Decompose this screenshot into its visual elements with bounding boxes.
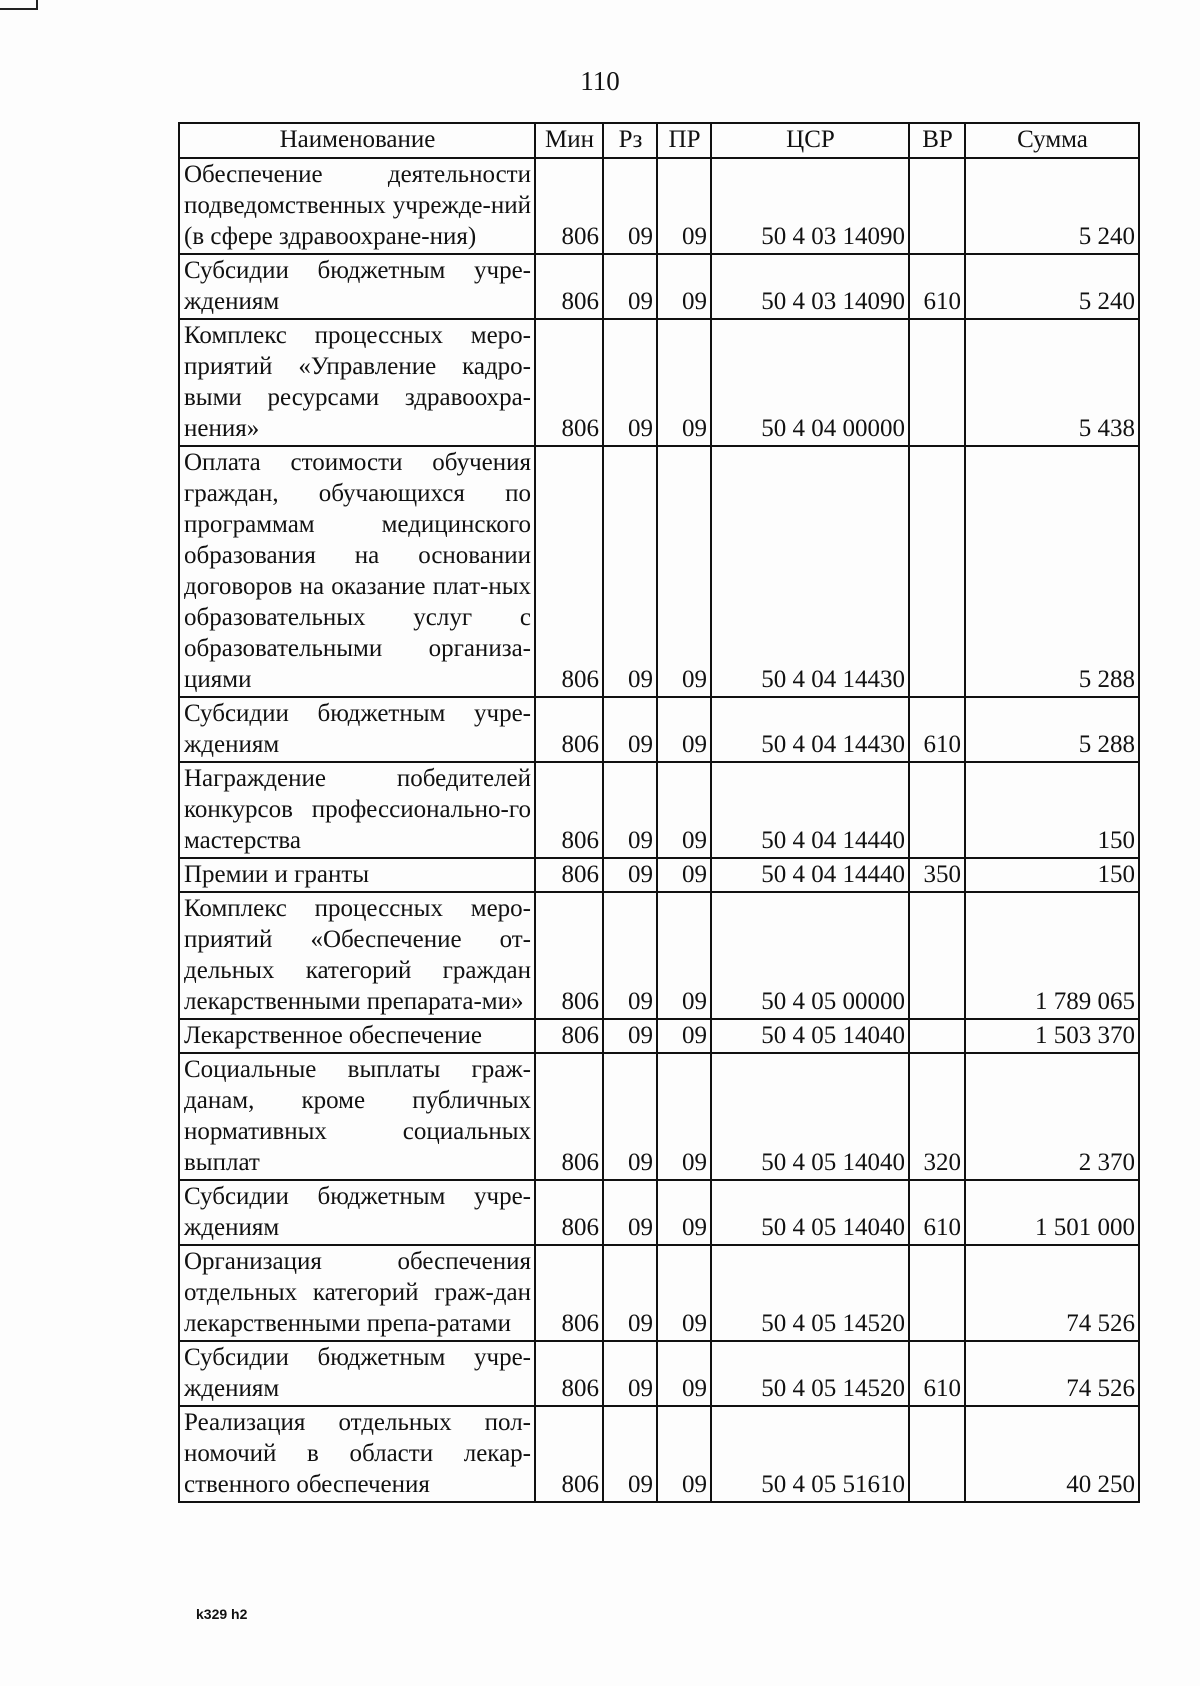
cell-min: 806 [535,762,603,858]
cell-sum: 40 250 [965,1406,1139,1502]
table-row [179,697,1139,762]
header-name: Наименование [179,123,535,158]
cell-csr: 50 4 05 14040 [711,1019,909,1053]
table-row [179,1245,1139,1341]
footer-code: k329 h2 [196,1606,248,1622]
cell-sum: 5 438 [965,319,1139,446]
cell-csr: 50 4 04 14430 [711,446,909,697]
cell-name: Обеспечение деятельности подведомственных учрежде-ний (в сфере здравоохране-ния) [179,158,535,254]
cell-csr: 50 4 03 14090 [711,254,909,319]
cell-min: 806 [535,1180,603,1245]
header-csr: ЦСР [711,123,909,158]
table-row [179,1341,1139,1406]
cell-name: Организация обеспечения отдельных категорий граж-дан лекарственными препа-ратами [179,1245,535,1341]
header-min: Мин [535,123,603,158]
cell-name: Субсидии бюджетным учре-ждениям [179,697,535,762]
cell-sum: 1 501 000 [965,1180,1139,1245]
scan-corner-mark [0,0,38,10]
table-row [179,1406,1139,1502]
cell-sum: 5 288 [965,446,1139,697]
cell-pr: 09 [657,1019,711,1053]
cell-rz: 09 [603,1245,657,1341]
cell-sum: 74 526 [965,1245,1139,1341]
cell-name: Субсидии бюджетным учре-ждениям [179,1180,535,1245]
cell-vr [909,762,965,858]
cell-sum: 5 240 [965,158,1139,254]
cell-rz: 09 [603,1053,657,1180]
cell-name: Комплекс процессных меро-приятий «Обеспечение от-дельных категорий граждан лекарственными препарата-ми» [179,892,535,1019]
page-number: 110 [580,66,620,96]
cell-name: Лекарственное обеспечение [179,1019,535,1053]
cell-vr: 610 [909,697,965,762]
cell-csr: 50 4 05 00000 [711,892,909,1019]
cell-name: Реализация отдельных пол-номочий в области лекар-ственного обеспечения [179,1406,535,1502]
cell-name: Субсидии бюджетным учре-ждениям [179,1341,535,1406]
cell-csr: 50 4 05 14040 [711,1180,909,1245]
budget-table [178,122,1140,1503]
cell-csr: 50 4 04 14440 [711,762,909,858]
cell-sum: 5 240 [965,254,1139,319]
table-row [179,254,1139,319]
cell-sum: 150 [965,858,1139,892]
cell-pr: 09 [657,319,711,446]
cell-vr: 610 [909,254,965,319]
table-header-row [179,123,1139,158]
cell-pr: 09 [657,1406,711,1502]
cell-rz: 09 [603,319,657,446]
cell-vr: 350 [909,858,965,892]
header-pr: ПР [657,123,711,158]
table-row [179,319,1139,446]
cell-min: 806 [535,1406,603,1502]
table-row [179,1019,1139,1053]
cell-vr: 320 [909,1053,965,1180]
cell-csr: 50 4 05 51610 [711,1406,909,1502]
header-vr: ВР [909,123,965,158]
cell-min: 806 [535,254,603,319]
table-row [179,158,1139,254]
cell-sum: 1 789 065 [965,892,1139,1019]
table-body [179,158,1139,1502]
cell-csr: 50 4 04 14440 [711,858,909,892]
cell-sum: 74 526 [965,1341,1139,1406]
cell-pr: 09 [657,1053,711,1180]
cell-pr: 09 [657,254,711,319]
cell-rz: 09 [603,1406,657,1502]
cell-pr: 09 [657,697,711,762]
table-row [179,892,1139,1019]
cell-sum: 5 288 [965,697,1139,762]
cell-vr [909,892,965,1019]
cell-vr [909,1245,965,1341]
cell-min: 806 [535,446,603,697]
cell-rz: 09 [603,762,657,858]
cell-vr [909,446,965,697]
cell-rz: 09 [603,254,657,319]
cell-min: 806 [535,1053,603,1180]
cell-vr [909,158,965,254]
cell-pr: 09 [657,1341,711,1406]
table-row [179,1053,1139,1180]
cell-vr [909,1406,965,1502]
cell-rz: 09 [603,158,657,254]
cell-sum: 150 [965,762,1139,858]
cell-min: 806 [535,319,603,446]
cell-pr: 09 [657,892,711,1019]
cell-name: Премии и гранты [179,858,535,892]
cell-rz: 09 [603,858,657,892]
cell-min: 806 [535,158,603,254]
cell-name: Награждение победителей конкурсов профессионально-го мастерства [179,762,535,858]
cell-min: 806 [535,1341,603,1406]
cell-csr: 50 4 04 00000 [711,319,909,446]
table-row [179,858,1139,892]
cell-rz: 09 [603,892,657,1019]
cell-rz: 09 [603,1019,657,1053]
cell-vr: 610 [909,1180,965,1245]
header-sum: Сумма [965,123,1139,158]
cell-min: 806 [535,858,603,892]
cell-pr: 09 [657,858,711,892]
cell-rz: 09 [603,446,657,697]
cell-name: Комплекс процессных меро-приятий «Управление кадро-выми ресурсами здравоохра-нения» [179,319,535,446]
cell-rz: 09 [603,1341,657,1406]
cell-csr: 50 4 03 14090 [711,158,909,254]
cell-sum: 2 370 [965,1053,1139,1180]
cell-csr: 50 4 04 14430 [711,697,909,762]
cell-min: 806 [535,697,603,762]
cell-name: Оплата стоимости обучения граждан, обучающихся по программам медицинского образования на основании договоров на оказание плат-ных образовательных услуг с образовательными организа-циями [179,446,535,697]
cell-vr: 610 [909,1341,965,1406]
cell-csr: 50 4 05 14520 [711,1341,909,1406]
cell-csr: 50 4 05 14040 [711,1053,909,1180]
table-row [179,446,1139,697]
cell-csr: 50 4 05 14520 [711,1245,909,1341]
cell-pr: 09 [657,1180,711,1245]
cell-sum: 1 503 370 [965,1019,1139,1053]
cell-pr: 09 [657,158,711,254]
cell-rz: 09 [603,1180,657,1245]
cell-name: Субсидии бюджетным учре-ждениям [179,254,535,319]
cell-vr [909,1019,965,1053]
cell-min: 806 [535,1019,603,1053]
cell-min: 806 [535,892,603,1019]
cell-vr [909,319,965,446]
cell-pr: 09 [657,446,711,697]
table-row [179,762,1139,858]
cell-rz: 09 [603,697,657,762]
cell-pr: 09 [657,1245,711,1341]
cell-min: 806 [535,1245,603,1341]
cell-name: Социальные выплаты граж-данам, кроме публичных нормативных социальных выплат [179,1053,535,1180]
header-rz: Рз [603,123,657,158]
table-row [179,1180,1139,1245]
cell-pr: 09 [657,762,711,858]
